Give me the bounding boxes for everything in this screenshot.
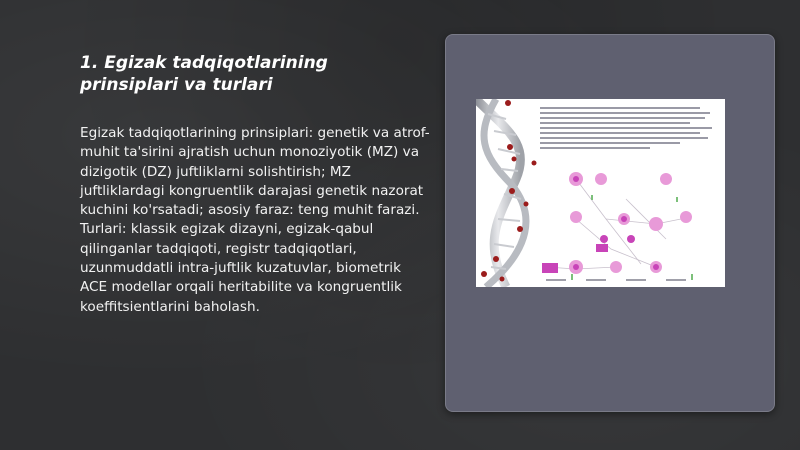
slide-body-text: Egizak tadqiqotlarining prinsiplari: genetik va atrof-muhit ta'sirini ajratish uchun monoziyotik (MZ) va dizigotik (DZ) juftliklarni solishtirish; MZ juftliklardagi kongruentlik darajasi genetik nazorat kuchini ko'rsatadi; asosiy faraz: teng muhit farazi. Turlari: klassik egizak dizayni, egizak-qabul qilinganlar tadqiqoti, registr tadqiqotlari, uzunmuddatli intra-juftlik kuzatuvlar, biometrik ACE modellar orqali heritabilite va kongruentlik koeffitsientlarini baholash. <box>80 125 430 315</box>
image-card <box>445 34 775 412</box>
dna-helix-pedigree-image <box>476 99 725 287</box>
slide-title: 1. Egizak tadqiqotlarining prinsiplari va turlari <box>80 53 328 95</box>
dna-pedigree-illustration <box>476 99 725 287</box>
